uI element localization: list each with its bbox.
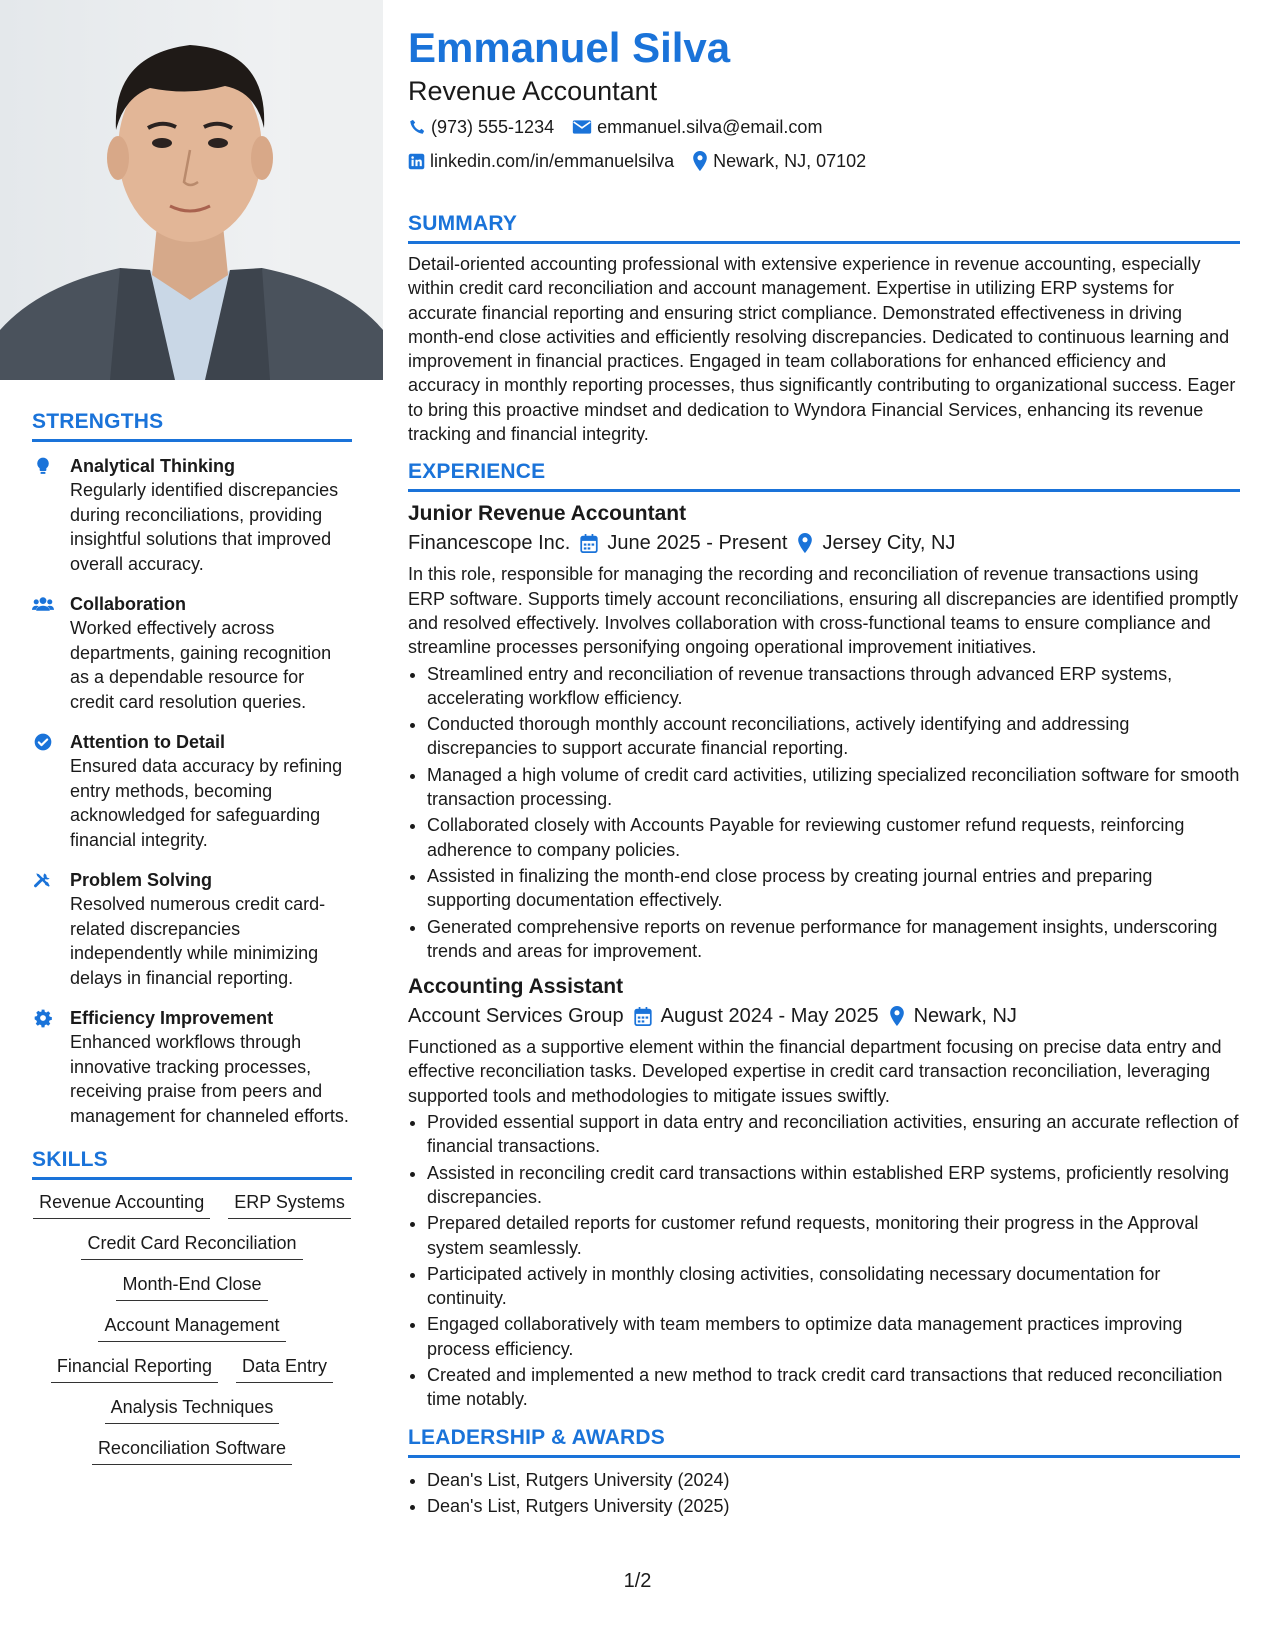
page-number: 1/2 — [623, 1570, 652, 1592]
job-title: Accounting Assistant — [408, 975, 624, 999]
job-dates — [634, 1001, 879, 1031]
phone-contact[interactable] — [408, 112, 554, 142]
linkedin-contact[interactable] — [408, 146, 674, 176]
strength-title: Problem Solving — [70, 870, 213, 890]
contact-row — [408, 112, 1240, 142]
linkedin-icon — [408, 153, 425, 170]
strength-description: Worked effectively across departments, gaining recognition as a dependable resource for credit card resolution queries. — [70, 618, 332, 712]
skill-tag: Account Management — [98, 1313, 285, 1342]
phone-text: (973) 555-1234 — [431, 117, 555, 137]
summary-heading: SUMMARY — [408, 212, 518, 235]
skill-tag: Month-End Close — [116, 1272, 267, 1301]
phone-icon — [408, 118, 426, 136]
awards-section — [408, 1426, 1240, 1519]
job-bullet: • Prepared detailed reports for customer refund requests, monitoring their progress in the Approval system seamlessly. — [427, 1211, 1240, 1260]
job-bullet: • Collaborated closely with Accounts Payable for reviewing customer refund requests, reinforcing adherence to company policies. — [427, 813, 1240, 862]
strength-item — [32, 592, 352, 714]
skills-list — [32, 1190, 352, 1465]
calendar-icon — [634, 1007, 652, 1026]
strength-description: Resolved numerous credit card-related discrepancies independently while minimizing delays in financial reporting. — [70, 894, 326, 988]
right-column — [408, 22, 1240, 1520]
job-bullet: • Generated comprehensive reports on revenue performance for management insights, underscoring trends and areas for improvement. — [427, 915, 1240, 964]
awards-heading: LEADERSHIP & AWARDS — [408, 1425, 665, 1449]
job-bullet: • Streamlined entry and reconciliation of revenue transactions through advanced ERP systems, accelerating workflow efficiency. — [427, 662, 1240, 711]
tools-icon — [32, 870, 54, 890]
experience-section — [408, 460, 1240, 1411]
strength-item — [32, 454, 352, 576]
strength-description: Regularly identified discrepancies during reconciliations, providing insightful solutions that improved overall accuracy. — [70, 480, 339, 574]
job-dates — [580, 528, 787, 558]
skills-row — [32, 1354, 352, 1383]
skill-tag: Financial Reporting — [51, 1354, 218, 1383]
summary-section — [408, 212, 1240, 446]
job-location — [889, 1001, 1017, 1031]
lightbulb-icon — [32, 456, 54, 476]
job-dates-text: June 2025 - Present — [607, 532, 788, 555]
left-column — [32, 410, 352, 1477]
strengths-divider — [32, 439, 352, 442]
strength-description: Enhanced workflows through innovative tracking processes, receiving praise from peers and management for channeled efforts. — [70, 1032, 349, 1126]
skills-heading: SKILLS — [32, 1148, 108, 1171]
strengths-heading: STRENGTHS — [32, 410, 164, 433]
job-meta — [408, 1001, 1240, 1031]
portrait-illustration — [0, 0, 383, 380]
strength-title: Efficiency Improvement — [70, 1008, 274, 1028]
map-pin-icon — [797, 533, 813, 553]
job-bullet: • Created and implemented a new method to track credit card transactions that reduced reconciliation time notably. — [427, 1363, 1240, 1412]
skills-row — [32, 1313, 352, 1342]
job-bullet: • Provided essential support in data entry and reconciliation activities, ensuring an accurate reflection of financial transactions. — [427, 1110, 1240, 1159]
email-icon — [572, 119, 592, 135]
linkedin-text: linkedin.com/in/emmanuelsilva — [430, 151, 675, 171]
awards-divider — [408, 1455, 1240, 1458]
skills-row — [32, 1395, 352, 1424]
awards-list — [408, 1468, 1240, 1519]
candidate-role: Revenue Accountant — [408, 76, 658, 106]
location-contact — [692, 146, 866, 176]
job-description: Functioned as a supportive element within the financial department focusing on precise data entry and effective reconciliation tasks. Developed expertise in credit card transaction reconciliation, leveraging supported tools and methodologies to mitigate issues swiftly. — [408, 1037, 1222, 1106]
strength-title: Collaboration — [70, 594, 186, 614]
map-pin-icon — [889, 1006, 905, 1026]
skill-tag: Analysis Techniques — [105, 1395, 280, 1424]
calendar-icon — [580, 534, 598, 553]
skill-tag: ERP Systems — [228, 1190, 351, 1219]
job-bullet: • Conducted thorough monthly account reconciliations, actively identifying and addressing discrepancies to support accurate financial reporting. — [427, 712, 1240, 761]
job-bullet: • Engaged collaboratively with team members to optimize data management practices improving process efficiency. — [427, 1312, 1240, 1361]
profile-photo — [0, 0, 383, 380]
job-bullet: • Assisted in reconciling credit card transactions within established ERP systems, proficiently resolving discrepancies. — [427, 1161, 1240, 1210]
experience-divider — [408, 489, 1240, 492]
skills-divider — [32, 1177, 352, 1180]
email-text: emmanuel.silva@email.com — [597, 117, 823, 137]
job-location-text: Newark, NJ — [913, 1005, 1017, 1028]
job-entry — [408, 973, 1240, 1411]
skill-tag: Data Entry — [236, 1354, 333, 1383]
contact-row — [408, 146, 1240, 176]
check-circle-icon — [32, 732, 54, 752]
map-pin-icon — [692, 151, 708, 171]
job-company: Account Services Group — [408, 1005, 624, 1028]
job-title: Junior Revenue Accountant — [408, 502, 687, 526]
strength-item — [32, 1006, 352, 1128]
job-location-text: Jersey City, NJ — [822, 532, 956, 555]
job-description: In this role, responsible for managing the recording and reconciliation of revenue transactions using ERP software. Supports timely account reconciliations, ensuring all discrepancies are identified promptly and resolved effectively. Involves collaboration with cross-functional teams to ensure compliance and streamline processes personifying ongoing operational improvement initiatives. — [408, 564, 1239, 658]
skills-row — [32, 1272, 352, 1301]
skills-row — [32, 1190, 352, 1219]
users-icon — [32, 594, 54, 614]
email-contact[interactable] — [572, 112, 822, 142]
award-item: • Dean's List, Rutgers University (2024) — [427, 1468, 1240, 1492]
candidate-name: Emmanuel Silva — [408, 24, 731, 71]
strength-description: Ensured data accuracy by refining entry methods, becoming acknowledged for safeguarding financial integrity. — [70, 756, 343, 850]
summary-divider — [408, 241, 1240, 244]
job-company: Financescope Inc. — [408, 532, 571, 555]
skill-tag: Revenue Accounting — [33, 1190, 210, 1219]
award-item: • Dean's List, Rutgers University (2025) — [427, 1494, 1240, 1518]
location-text: Newark, NJ, 07102 — [713, 151, 867, 171]
strength-title: Attention to Detail — [70, 732, 225, 752]
job-location — [797, 528, 955, 558]
skills-section — [32, 1148, 352, 1465]
job-entry — [408, 500, 1240, 963]
job-bullet: • Assisted in finalizing the month-end close process by creating journal entries and preparing supporting documentation effectively. — [427, 864, 1240, 913]
gear-icon — [32, 1008, 54, 1028]
job-meta — [408, 528, 1240, 558]
skill-tag: Reconciliation Software — [92, 1436, 292, 1465]
summary-text: Detail-oriented accounting professional with extensive experience in revenue accounting, especially within credit card reconciliation and account management. Expertise in utilizing ERP systems for accurate financial reporting and ensuring strict compliance. Demonstrated effectiveness in driving month-end close activities and efficiently resolving discrepancies. Dedicated to continuous learning and improvement in financial practices. Engaged in team collaborations for enhanced efficiency and accuracy in monthly reporting processes, thus significantly contributing to organizational success. Eager to bring this proactive mindset and dedication to Wyndora Financial Services, enhancing its revenue tracking and financial integrity. — [408, 254, 1236, 445]
job-dates-text: August 2024 - May 2025 — [660, 1005, 879, 1028]
skills-row — [32, 1436, 352, 1465]
strength-item — [32, 730, 352, 852]
strengths-list — [32, 454, 352, 1128]
job-bullets — [408, 662, 1240, 964]
skill-tag: Credit Card Reconciliation — [81, 1231, 302, 1260]
experience-heading: EXPERIENCE — [408, 460, 546, 484]
job-bullets — [408, 1110, 1240, 1412]
job-bullet: • Managed a high volume of credit card activities, utilizing specialized reconciliation software for smooth transaction processing. — [427, 763, 1240, 812]
job-bullet: • Participated actively in monthly closing activities, consolidating necessary documentation for continuity. — [427, 1262, 1240, 1311]
strength-item — [32, 868, 352, 990]
strength-title: Analytical Thinking — [70, 456, 236, 476]
skills-row — [32, 1231, 352, 1260]
